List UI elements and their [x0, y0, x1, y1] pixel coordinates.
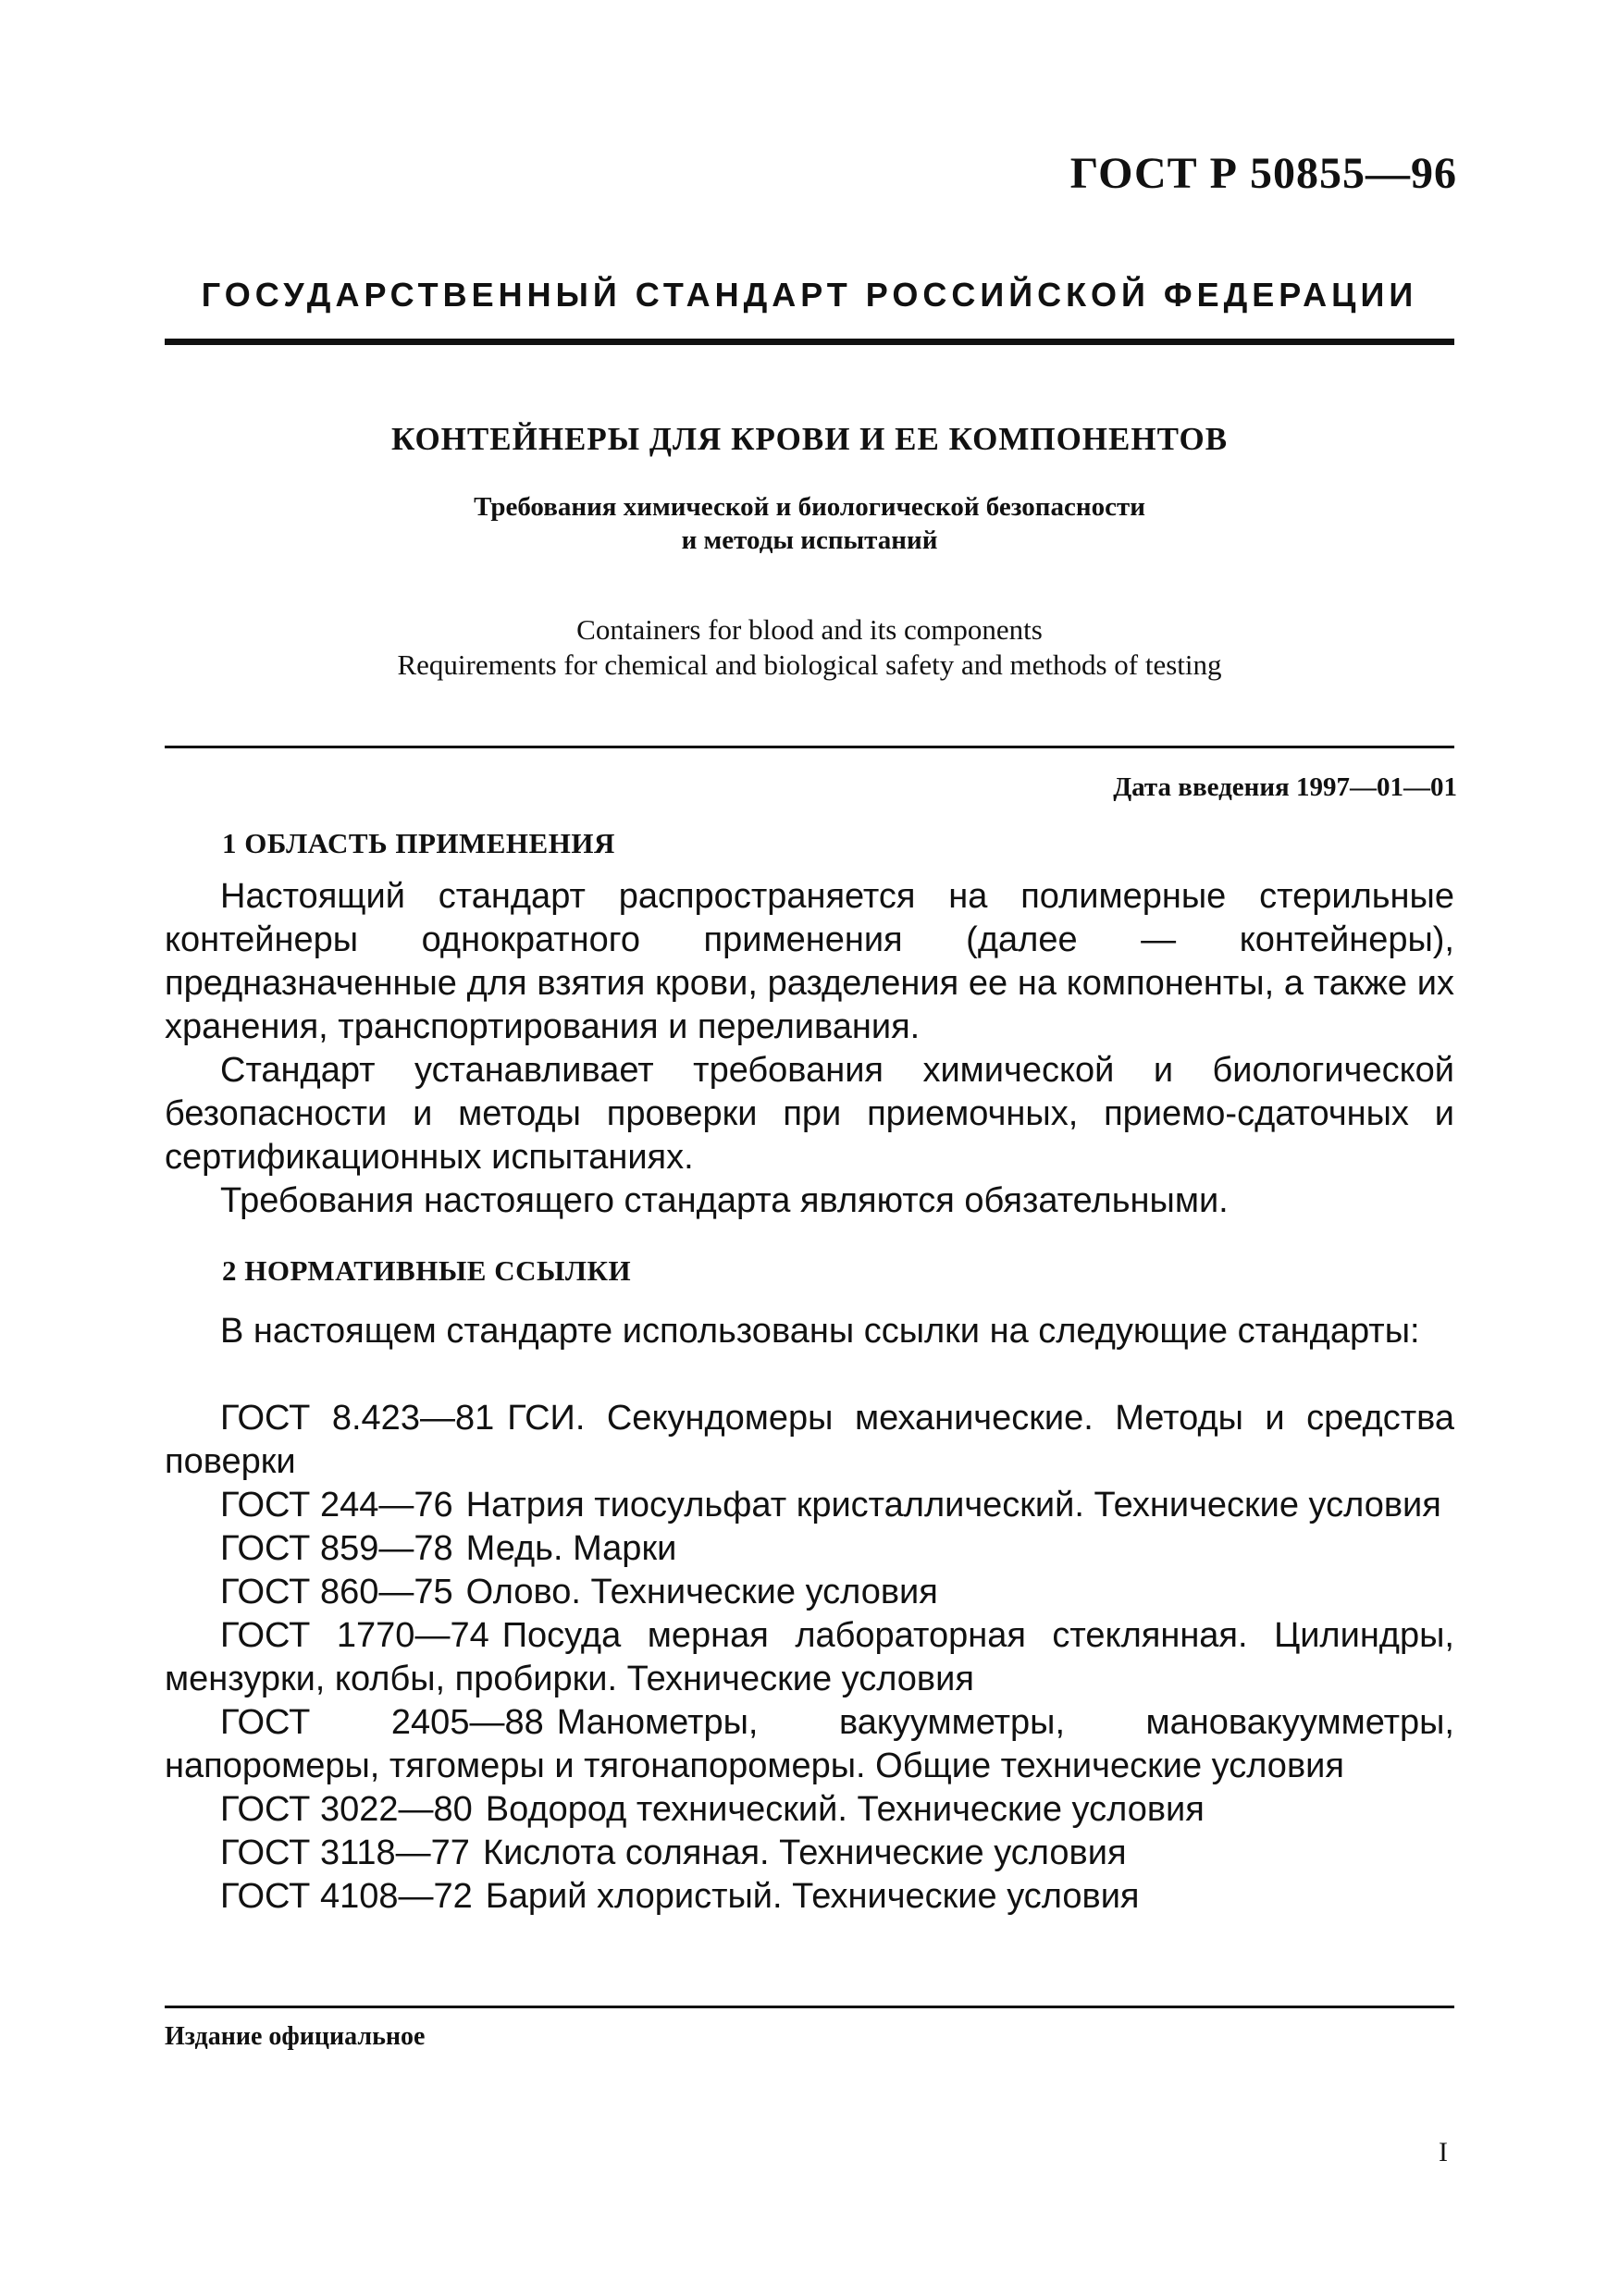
reference-item: [165, 1527, 1454, 1571]
reference-item: [165, 1397, 1454, 1484]
reference-code: ГОСТ 8.423—81: [220, 1399, 495, 1438]
reference-code: ГОСТ 3022—80: [220, 1790, 473, 1829]
document-number: ГОСТ Р 50855—96: [1069, 149, 1457, 198]
reference-title: ГСИ. Секундомеры механические. Методы и средства поверки: [165, 1399, 1454, 1481]
reference-code: ГОСТ 860—75: [220, 1573, 453, 1611]
english-title: [165, 612, 1454, 683]
state-standard-heading: ГОСУДАРСТВЕННЫЙ СТАНДАРТ РОССИЙСКОЙ ФЕДЕРАЦИИ: [201, 276, 1418, 314]
reference-code: ГОСТ 3118—77: [220, 1833, 470, 1872]
reference-item: [165, 1788, 1454, 1832]
reference-code: ГОСТ 244—76: [220, 1486, 453, 1524]
reference-title: Манометры, вакуумметры, мановакуумметры, напоромеры, тягомеры и тягонапоромеры. Общие технические условия: [165, 1703, 1454, 1785]
reference-item: [165, 1614, 1454, 1701]
reference-code: ГОСТ 1770—74: [220, 1616, 489, 1655]
introduction-date: Дата введения 1997—01—01: [1113, 772, 1457, 802]
reference-title: Посуда мерная лабораторная стеклянная. Цилиндры, мензурки, колбы, пробирки. Технические условия: [165, 1616, 1454, 1698]
reference-title: Водород технический. Технические условия: [485, 1790, 1205, 1829]
document-title: КОНТЕЙНЕРЫ ДЛЯ КРОВИ И ЕЕ КОМПОНЕНТОВ: [390, 421, 1229, 457]
footer-divider: [165, 2006, 1454, 2008]
normative-references-list: [165, 1397, 1454, 1919]
header-divider: [165, 339, 1454, 345]
section-1-heading: 1 ОБЛАСТЬ ПРИМЕНЕНИЯ: [222, 827, 615, 859]
subtitle-line-1: Требования химической и биологической безопасности: [474, 492, 1145, 522]
reference-title: Барий хлористый. Технические условия: [485, 1877, 1140, 1916]
page-number: I: [1439, 2137, 1448, 2167]
reference-title: Олово. Технические условия: [465, 1573, 938, 1611]
reference-title: Кислота соляная. Технические условия: [482, 1833, 1127, 1872]
reference-code: ГОСТ 2405—88: [220, 1703, 544, 1742]
reference-item: [165, 1484, 1454, 1527]
reference-item: [165, 1571, 1454, 1614]
reference-title: Натрия тиосульфат кристаллический. Технические условия: [465, 1486, 1441, 1524]
reference-title: Медь. Марки: [465, 1529, 677, 1568]
subtitle-line-2: и методы испытаний: [681, 525, 938, 555]
reference-code: ГОСТ 859—78: [220, 1529, 453, 1568]
section-2-intro-block: [165, 1310, 1454, 1353]
english-title-line-2: Requirements for chemical and biological safety and methods of testing: [397, 648, 1222, 681]
reference-item: [165, 1875, 1454, 1919]
section-1-paragraph-3: Требования настоящего стандарта являются обязательными.: [220, 1181, 1229, 1220]
reference-code: ГОСТ 4108—72: [220, 1877, 473, 1916]
title-divider: [165, 746, 1454, 748]
edition-label: Издание официальное: [165, 2022, 426, 2051]
reference-item: [165, 1832, 1454, 1875]
section-1-body: [165, 875, 1454, 1223]
section-2-intro: В настоящем стандарте использованы ссылки на следующие стандарты:: [220, 1312, 1420, 1351]
section-2-heading: 2 НОРМАТИВНЫЕ ССЫЛКИ: [222, 1254, 632, 1287]
english-title-line-1: Containers for blood and its components: [576, 613, 1043, 646]
section-1-paragraph-1: Настоящий стандарт распространяется на полимерные стерильные контейнеры однократного применения (далее — контейнеры), предназначенные для взятия крови, разделения ее на компоненты, а также их хранения, транспортирования и переливания.: [165, 877, 1454, 1046]
document-subtitle: [165, 490, 1454, 557]
section-1-paragraph-2: Стандарт устанавливает требования химической и биологической безопасности и методы проверки при приемочных, приемо-сдаточных и сертификационных испытаниях.: [165, 1051, 1454, 1177]
reference-item: [165, 1701, 1454, 1788]
